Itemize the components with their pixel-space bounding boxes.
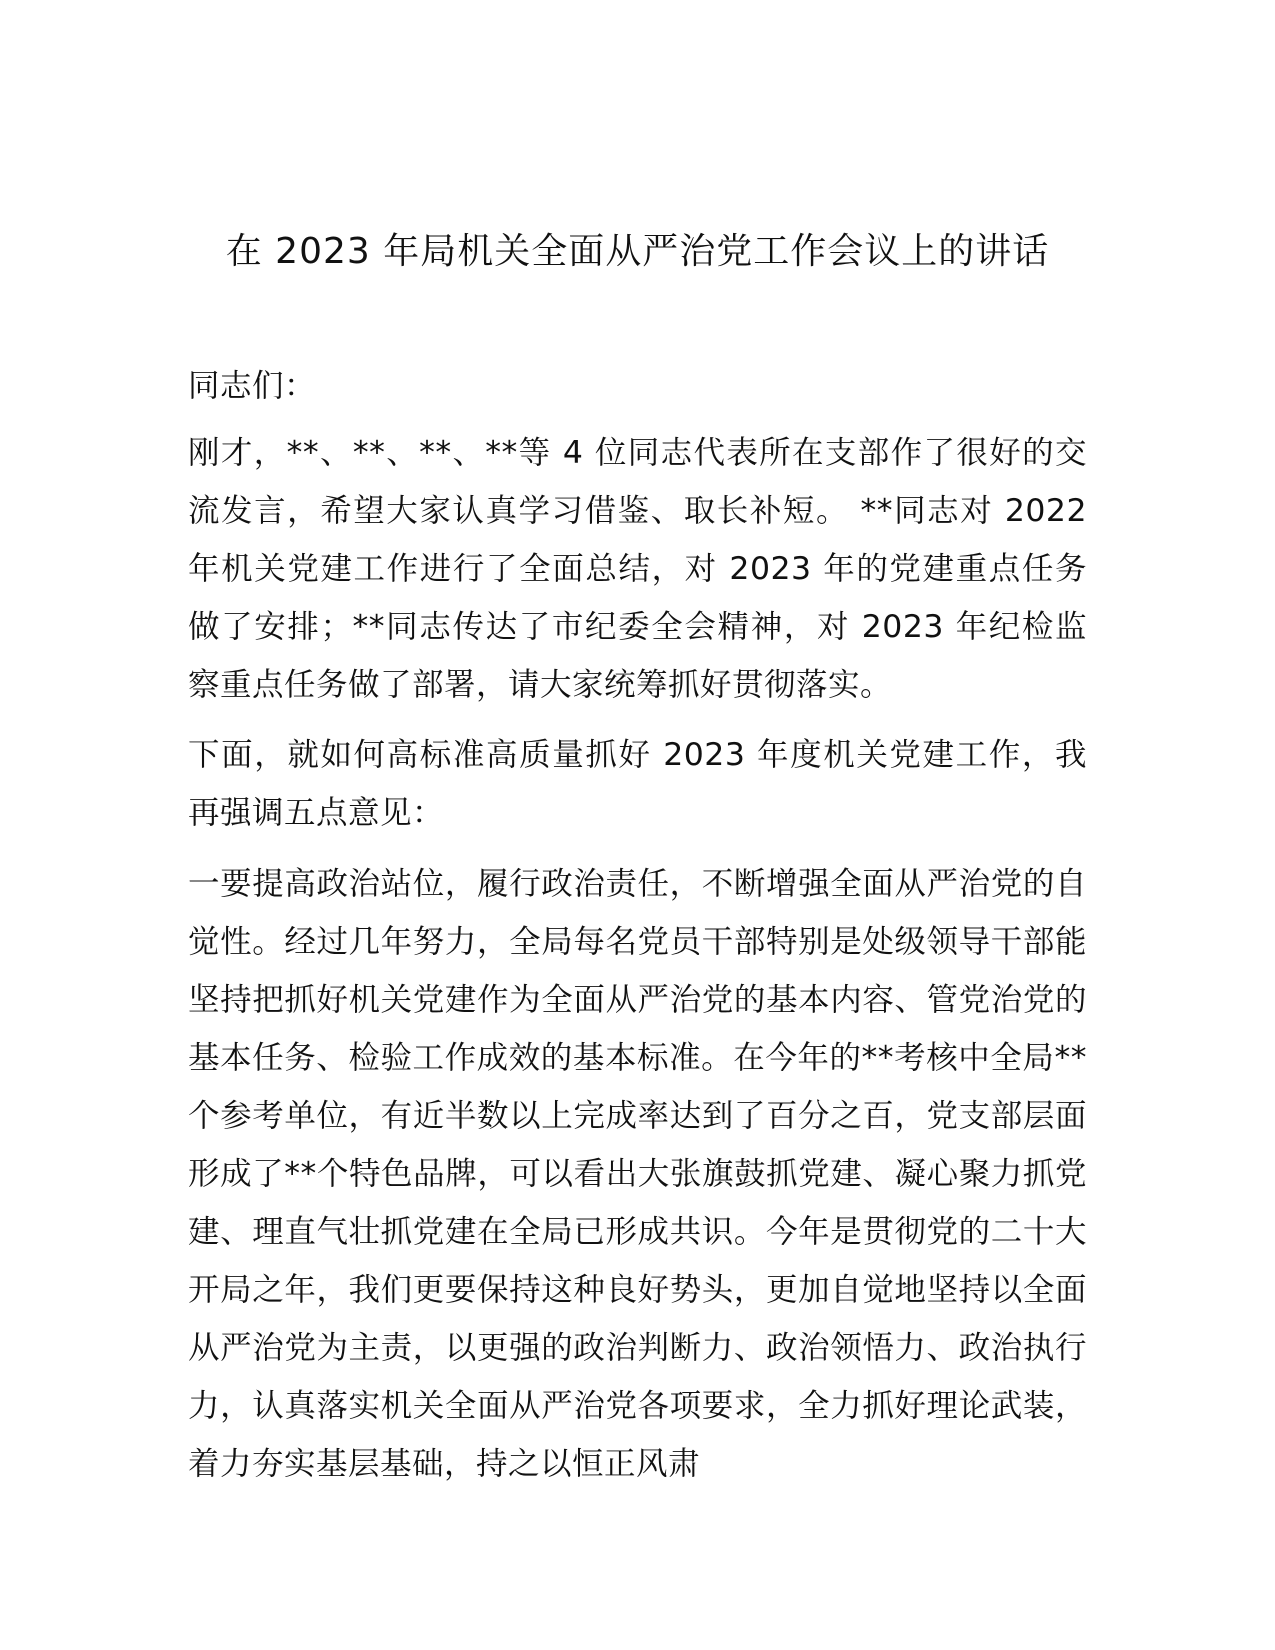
paragraph-2: 下面，就如何高标准高质量抓好 2023 年度机关党建工作，我再强调五点意见： (188, 737, 1087, 831)
greeting: 同志们： (188, 368, 317, 404)
document-title: 在 2023 年局机关全面从严治党工作会议上的讲话 (225, 231, 1050, 272)
paragraph-1: 刚才，**、**、**、**等 4 位同志代表所在支部作了很好的交流发言，希望大家认真学习借鉴、取长补短。 **同志对 2022 年机关党建工作进行了全面总结，对 2023 年的党建重点任务做了安排；**同志传达了市纪委全会精神，对 2023 年纪检监察重点任务做了部署，请大家统筹抓好贯彻落实。 (188, 435, 1087, 703)
paragraph-3: 一要提高政治站位，履行政治责任，不断增强全面从严治党的自觉性。经过几年努力，全局每名党员干部特别是处级领导干部能坚持把抓好机关党建作为全面从严治党的基本内容、管党治党的基本任务、检验工作成效的基本标准。在今年的**考核中全局**个参考单位，有近半数以上完成率达到了百分之百，党支部层面形成了**个特色品牌，可以看出大张旗鼓抓党建、凝心聚力抓党建、理直气壮抓党建在全局已形成共识。今年是贯彻党的二十大开局之年，我们更要保持这种良好势头，更加自觉地坚持以全面从严治党为主责，以更强的政治判断力、政治领悟力、政治执行力，认真落实机关全面从严治党各项要求，全力抓好理论武装，着力夯实基层基础，持之以恒正风肃 (188, 866, 1087, 1482)
